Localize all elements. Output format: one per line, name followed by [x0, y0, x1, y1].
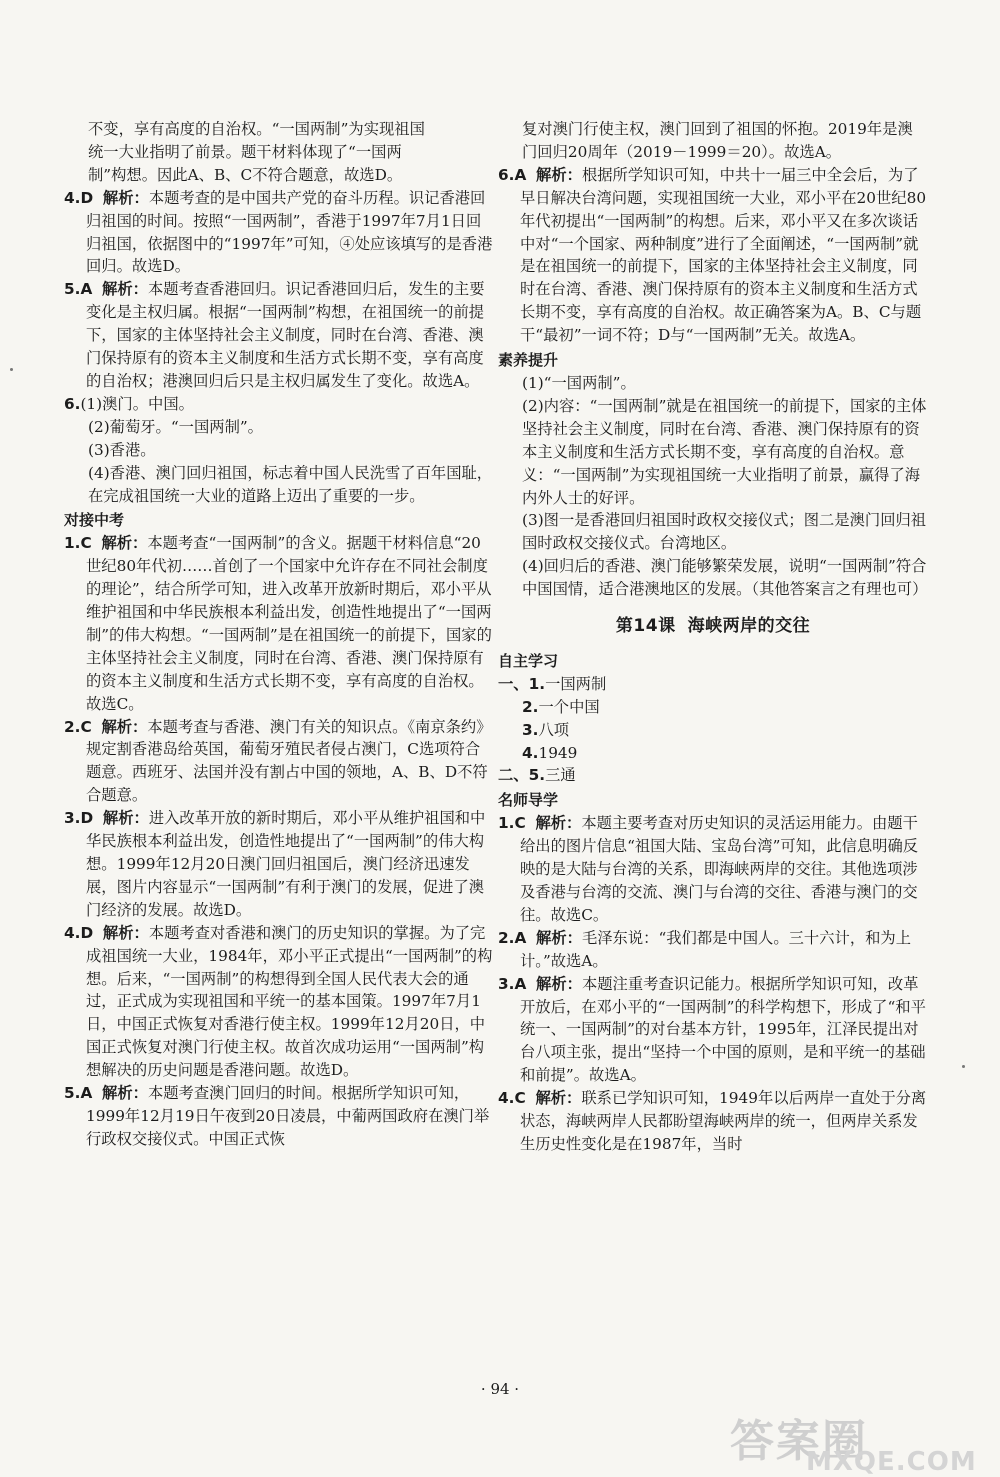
scan-speck [962, 1065, 965, 1068]
duijie-item-3: 3.D 解析：进入改革开放的新时期后，邓小平从维护祖国和中华民族根本利益出发，创造性地提出了“一国两制”的伟大构想。1999年12月20日澳门回归祖国后，澳门经济迅速发展，图片内容显示“一国两制”有利于澳门的发展，促进了澳门经济的发展。故选D。 [64, 809, 486, 919]
suyang-part-2: (2)内容：“一国两制”就是在祖国统一的前提下，国家的主体坚持社会主义制度，同时在台湾、香港、澳门保持原有的资本主义制度和生活方式长期不变，享有高度的自治权。意义：“一国两制”为实现祖国统一大业指明了前景，赢得了海内外人士的好评。 [522, 396, 927, 507]
watermark-text: 答案圈 [730, 1416, 868, 1467]
answer-item-6-part: (3)香港。 [88, 440, 156, 459]
zizhu-item-3: 3.八项 [522, 720, 570, 739]
zizhu-item-5: 二、5.三通 [498, 766, 576, 785]
section-heading-mingshi: 名师导学 [498, 791, 559, 810]
mingshi-item-2: 2.A 解析：毛泽东说：“我们都是中国人。三十六计，和为上计。”故选A。 [498, 928, 912, 970]
answer-item-6: 6.(1)澳门。中国。 [64, 394, 194, 413]
watermark-url: MXQE.COM [806, 1447, 977, 1477]
lesson-number: 第14课 [615, 616, 676, 637]
mingshi-item-4: 4.C 解析：联系已学知识可知，1949年以后两岸一直处于分离状态，海峡两岸人民都盼望海峡两岸的统一，但两岸关系发生历史性变化是在1987年，当时 [498, 1089, 927, 1153]
right-column [498, 118, 928, 1156]
duijie-item-5: 5.A 解析：本题考查澳门回归的时间。根据所学知识可知，1999年12月19日午夜到20日凌晨，中葡两国政府在澳门举行政权交接仪式。中国正式恢 [64, 1084, 490, 1148]
continued-paragraph: 不变，享有高度的自治权。“一国两制”为实现祖国 统一大业指明了前景。题干材料体现了“一国两 制”构想。因此A、B、C不符合题意，故选D。 [88, 120, 425, 184]
section-heading-zizhu: 自主学习 [498, 651, 559, 670]
duijie-item-4: 4.D 解析：本题考查对香港和澳门的历史知识的掌握。为了完成祖国统一大业，1984年，邓小平正式提出“一国两制”的构想。后来，“一国两制”的构想得到全国人民代表大会的通过，正式成为实现祖国和平统一的基本国策。1997年7月1日，中国正式恢复对香港行使主权。1999年12月20日，中国正式恢复对澳门行使主权。故首次成功运用“一国两制”构想解决的历史问题是香港问题。故选D。 [64, 923, 493, 1080]
mingshi-item-1: 1.C 解析：本题主要考查对历史知识的灵活运用能力。由题干给出的图片信息“祖国大陆、宝岛台湾”可知，此信息明确反映的是大陆与台湾的关系，即海峡两岸的交往。其他选项涉及香港与台湾的交流、澳门与台湾的交往、香港与澳门的交往。故选C。 [498, 814, 919, 924]
page-number: · 94 · [480, 1380, 520, 1398]
zizhu-item-4: 4.1949 [522, 743, 578, 762]
answer-item-6-part: (2)葡萄牙。“一国两制”。 [88, 417, 263, 436]
zizhu-item-1: 一、1.一国两制 [498, 674, 607, 693]
zizhu-item-2: 2.一个中国 [522, 697, 600, 716]
lesson-name: 海峡两岸的交往 [687, 616, 811, 637]
section-heading-suyang: 素养提升 [498, 351, 559, 370]
left-column [64, 118, 494, 1151]
section-heading-duijie: 对接中考 [64, 511, 125, 530]
suyang-part-4: (4)回归后的香港、澳门能够繁荣发展，说明“一国两制”符合中国国情，适合港澳地区的发展。（其他答案言之有理也可） [522, 557, 928, 599]
answer-item-4: 4.D 解析：本题考查的是中国共产党的奋斗历程。识记香港回归祖国的时间。按照“一国两制”，香港于1997年7月1日回归祖国，依据图中的“1997年”可知，④处应该填写的是香港回归。故选D。 [64, 188, 493, 276]
suyang-part-3: (3)图一是香港回归祖国时政权交接仪式；图二是澳门回归祖国时政权交接仪式。台湾地区。 [522, 511, 927, 553]
scan-speck [10, 368, 13, 371]
duijie-item-2: 2.C 解析：本题考查与香港、澳门有关的知识点。《南京条约》规定割香港岛给英国，葡萄牙殖民者侵占澳门，C选项符合题意。西班牙、法国并没有割占中国的领地，A、B、D不符合题意。 [64, 717, 492, 805]
answer-item-6-part: (4)香港、澳门回归祖国，标志着中国人民洗雪了百年国耻，在完成祖国统一大业的道路上迈出了重要的一步。 [88, 463, 493, 505]
answer-item-6-right: 6.A 解析：根据所学知识可知，中共十一届三中全会后，为了早日解决台湾问题，实现祖国统一大业，邓小平在20世纪80年代初提出“一国两制”的构想。后来，邓小平又在多次谈话中对“一个国家、两种制度”进行了全面阐述，“一国两制”就是在祖国统一的前提下，国家的主体坚持社会主义制度，同时在台湾、香港、澳门保持原有的资本主义制度和生活方式长期不变，享有高度的自治权。故正确答案为A。B、C与题干“最初”一词不符；D与“一国两制”无关。故选A。 [498, 165, 927, 345]
watermark-logo [730, 1405, 980, 1477]
suyang-part-1: (1)“一国两制”。 [522, 373, 636, 392]
lesson-title [498, 615, 928, 638]
duijie-item-1: 1.C 解析：本题考查“一国两制”的含义。据题干材料信息“20世纪80年代初……首创了一个国家中允许存在不同社会制度的理论”，结合所学可知，进入改革开放新时期后，邓小平从维护祖国和中华民族根本利益出发，创造性地提出了“一国两制”的伟大构想。“一国两制”是在祖国统一的前提下，国家的主体坚持社会主义制度，同时在台湾、香港、澳门保持原有的资本主义制度和生活方式长期不变，享有高度的自治权。故选C。 [64, 534, 492, 713]
mingshi-item-3: 3.A 解析：本题注重考查识记能力。根据所学知识可知，改革开放后，在邓小平的“一国两制”的科学构想下，形成了“和平统一、一国两制”的对台基本方针，1995年，江泽民提出对台八项主张，提出“坚持一个中国的原则，是和平统一的基础和前提”。故选A。 [498, 974, 926, 1085]
continued-paragraph: 复对澳门行使主权，澳门回到了祖国的怀抱。2019年是澳门回归20周年（2019－1999＝20）。故选A。 [522, 120, 913, 161]
answer-item-5: 5.A 解析：本题考查香港回归。识记香港回归后，发生的主要变化是主权归属。根据“一国两制”构想，在祖国统一的前提下，国家的主体坚持社会主义制度，同时在台湾、香港、澳门保持原有的资本主义制度和生活方式长期不变，享有高度的自治权；港澳回归后只是主权归属发生了变化。故选A。 [64, 280, 485, 390]
